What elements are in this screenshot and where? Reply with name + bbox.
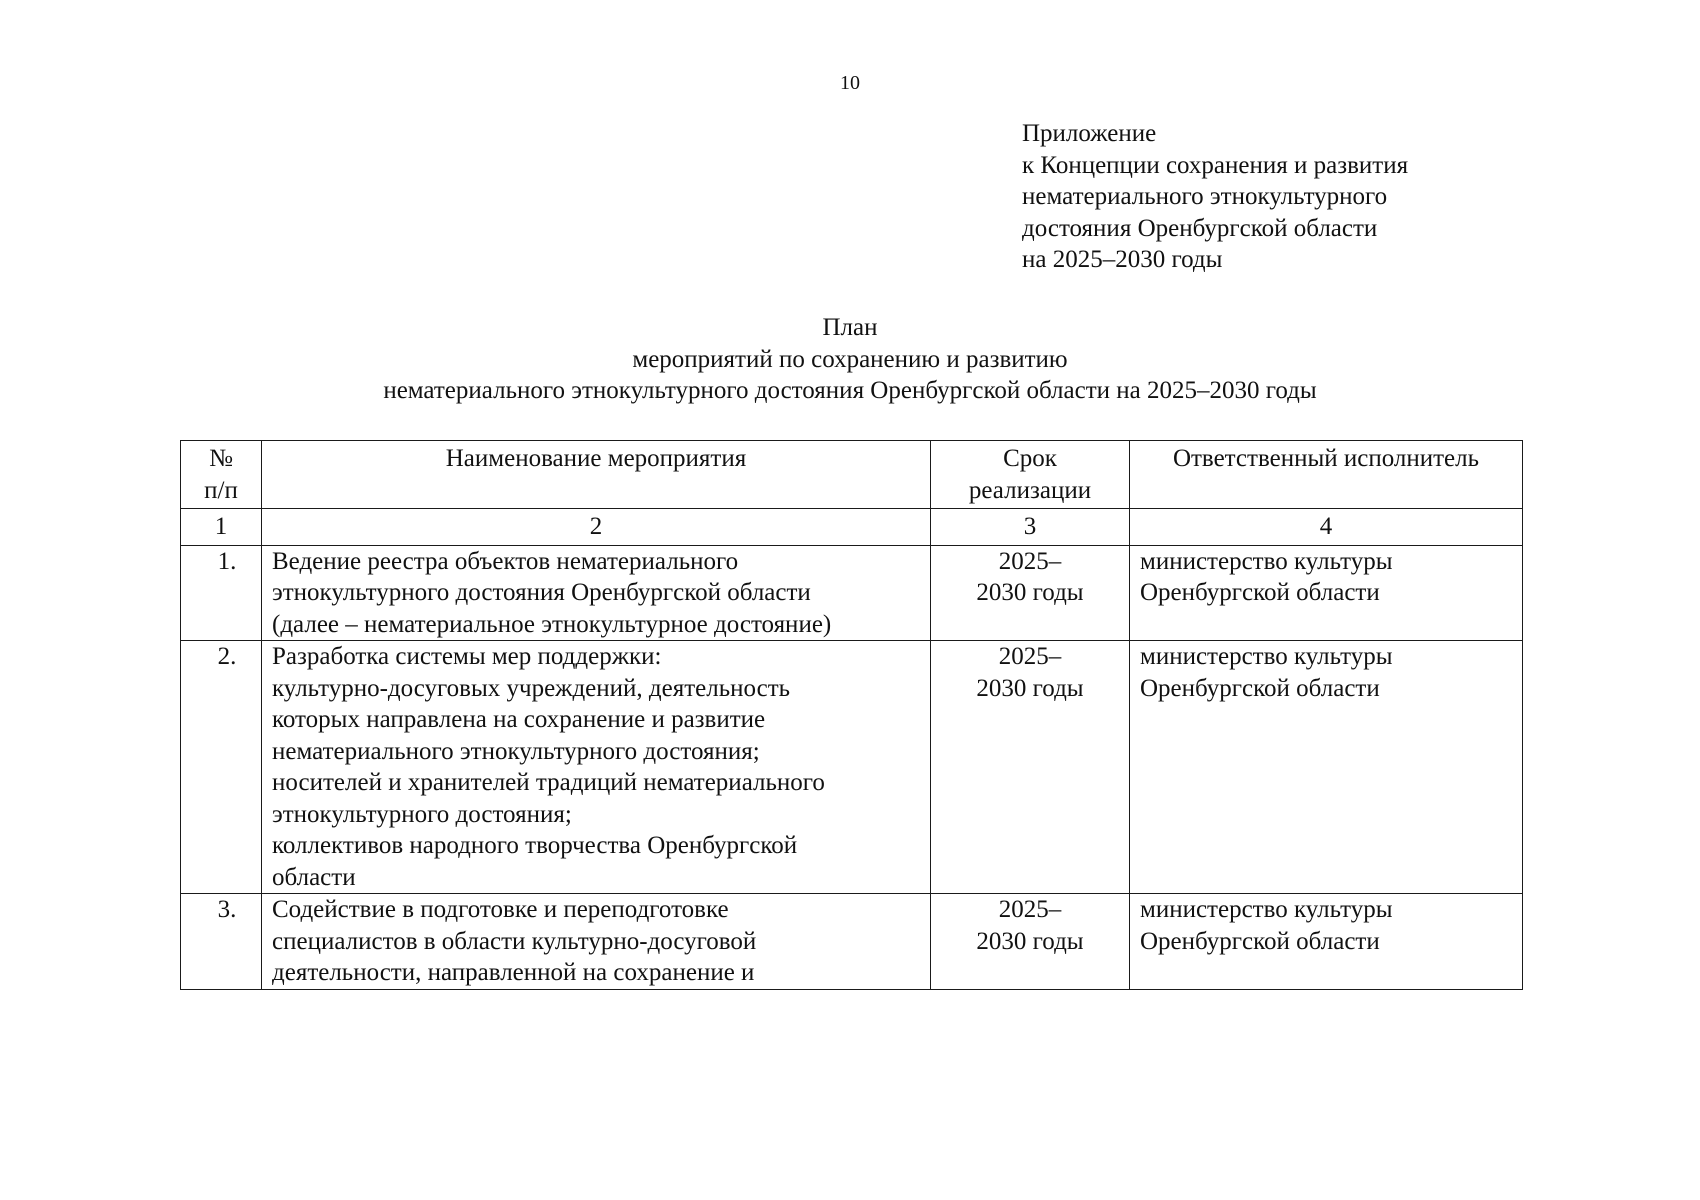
row-term-cell	[931, 894, 1130, 990]
row-executor-line: Оренбургской области	[1140, 927, 1380, 955]
row-executor-line: Оренбургской области	[1140, 674, 1380, 702]
row-term-line: 2030 годы	[976, 674, 1084, 702]
row-name-cell	[262, 894, 931, 990]
column-number: 3	[931, 509, 1130, 546]
table-header-row	[181, 441, 1523, 509]
plan-title-line: нематериального этнокультурного достояния Оренбургской области на 2025–2030 годы	[383, 377, 1317, 404]
row-number: 3.	[217, 896, 237, 923]
table-row	[181, 894, 1523, 990]
row-name-line: культурно-досуговых учреждений, деятельность	[272, 674, 791, 702]
row-name-line: Ведение реестра объектов нематериального	[272, 547, 739, 575]
header-name	[262, 441, 931, 509]
row-name-line: этнокультурного достояния Оренбургской области	[272, 579, 811, 606]
page-number: 10	[840, 72, 860, 94]
row-name-line: Разработка системы мер поддержки:	[272, 643, 662, 670]
row-number-cell	[181, 641, 262, 894]
row-executor-cell	[1130, 641, 1523, 894]
appendix-line: Приложение	[1022, 120, 1157, 147]
column-number: 2	[262, 509, 931, 546]
row-number: 2.	[217, 643, 237, 670]
row-executor-cell	[1130, 545, 1523, 641]
row-term-line: 2025–	[998, 643, 1062, 670]
row-name-line: области	[272, 863, 356, 891]
row-name-line: нематериального этнокультурного достояния;	[272, 737, 760, 765]
appendix-line: достояния Оренбургской области	[1022, 214, 1378, 242]
column-number: 1	[181, 509, 262, 546]
column-number: 4	[1130, 509, 1523, 546]
plan-table	[180, 440, 1523, 990]
row-name-line: (далее – нематериальное этнокультурное достояние)	[272, 610, 832, 638]
row-number-cell	[181, 894, 262, 990]
row-term-cell	[931, 545, 1130, 641]
row-name-line: коллективов народного творчества Оренбургской	[272, 832, 798, 859]
row-executor-line: министерство культуры	[1140, 896, 1393, 923]
row-term-line: 2025–	[998, 547, 1062, 575]
header-term	[931, 441, 1130, 509]
header-num-line: п/п	[204, 476, 238, 504]
row-name-line: носителей и хранителей традиций нематериального	[272, 769, 825, 796]
header-name-line: Наименование мероприятия	[445, 445, 747, 472]
row-term-line: 2030 годы	[976, 579, 1084, 606]
row-name-line: которых направлена на сохранение и развитие	[272, 706, 766, 733]
row-executor-line: министерство культуры	[1140, 643, 1393, 670]
row-executor-line: Оренбургской области	[1140, 579, 1380, 606]
header-num-line: №	[209, 445, 233, 472]
row-number: 1.	[217, 547, 237, 575]
table-row	[181, 641, 1523, 894]
row-name-line: специалистов в области культурно-досуговой	[272, 927, 757, 955]
row-number-cell	[181, 545, 262, 641]
row-name-line: Содействие в подготовке и переподготовке	[272, 896, 729, 923]
plan-title-line: мероприятий по сохранению и развитию	[632, 345, 1068, 373]
plan-title-line: План	[822, 314, 878, 341]
header-executor	[1130, 441, 1523, 509]
plan-title	[0, 312, 1700, 407]
appendix-line: на 2025–2030 годы	[1022, 246, 1223, 273]
row-name-line: деятельности, направленной на сохранение и	[272, 959, 755, 986]
row-executor-cell	[1130, 894, 1523, 990]
row-executor-line: министерство культуры	[1140, 547, 1393, 575]
row-term-line: 2030 годы	[976, 927, 1084, 955]
header-term-line: Срок	[1003, 445, 1057, 472]
appendix-block	[1022, 118, 1408, 276]
row-term-cell	[931, 641, 1130, 894]
row-name-line: этнокультурного достояния;	[272, 800, 572, 828]
header-num	[181, 441, 262, 509]
row-term-line: 2025–	[998, 896, 1062, 923]
appendix-line: нематериального этнокультурного	[1022, 183, 1388, 210]
header-term-line: реализации	[968, 476, 1092, 504]
row-name-cell	[262, 641, 931, 894]
header-executor-line: Ответственный исполнитель	[1172, 445, 1480, 472]
row-name-cell	[262, 545, 931, 641]
appendix-line: к Концепции сохранения и развития	[1022, 151, 1409, 179]
column-numbers-row	[181, 509, 1523, 546]
table-row	[181, 545, 1523, 641]
